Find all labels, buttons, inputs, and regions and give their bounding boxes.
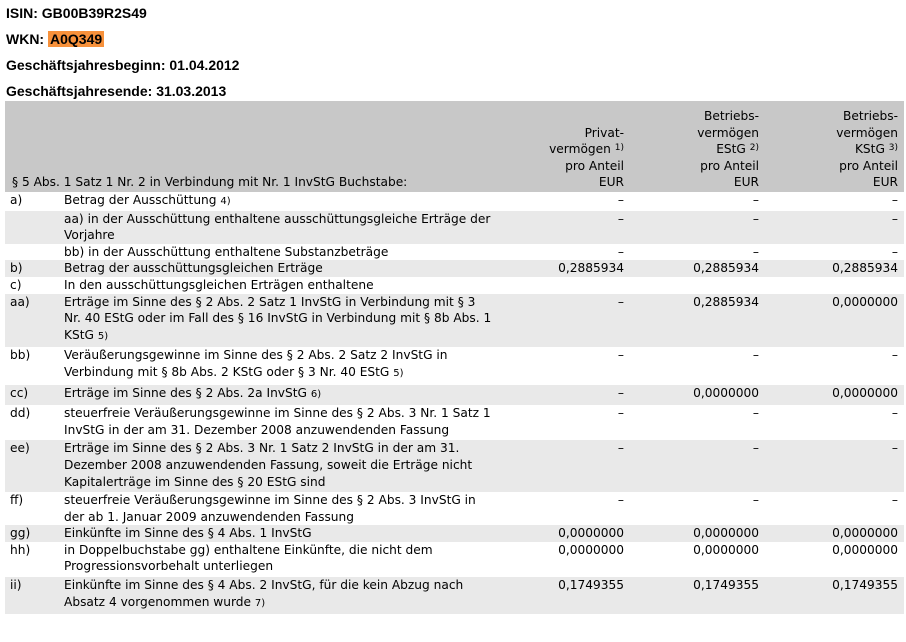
row-text: [59, 260, 495, 277]
footnote-ref: 5): [97, 330, 109, 342]
value-privat: 0,1749355: [558, 578, 625, 593]
row-key: b): [10, 261, 23, 276]
header-col-privat-line1: Privat-: [584, 125, 625, 140]
row-key: dd): [10, 406, 31, 421]
row-key: c): [10, 277, 22, 292]
value-kstg: [765, 277, 904, 294]
table-row: [5, 525, 904, 542]
value-privat: –: [617, 244, 625, 259]
value-privat: 0,0000000: [558, 542, 625, 557]
value-kstg: 0,0000000: [832, 385, 899, 400]
header-col-privat-line2: [500, 141, 624, 158]
row-text-content: Erträge im Sinne des § 2 Abs. 3 Nr. 1 Satz 2 InvStG in der am 31. Dezember 2008 anzuwendenden Fassung, soweit die Erträge nicht Kapitalerträge im Sinne des § 20 EStG sind: [64, 441, 473, 489]
header-col-kstg-line2: [770, 141, 898, 158]
value-estg: –: [752, 244, 760, 259]
fund-meta: [0, 0, 906, 100]
header-col-kstg-line1: vermögen: [836, 125, 899, 140]
fiscal-year-start-label: Geschäftsjahresbeginn:: [6, 57, 166, 73]
row-text: [59, 294, 495, 348]
row-key: [5, 211, 59, 244]
fiscal-year-end-value: 31.03.2013: [156, 83, 227, 99]
value-estg: 0,0000000: [693, 526, 760, 541]
fiscal-year-end-line: [6, 82, 900, 100]
row-text-content: Einkünfte im Sinne des § 4 Abs. 2 InvStG, für die kein Abzug nach Absatz 4 vorgenommen wurde: [64, 578, 464, 609]
row-text: [59, 347, 495, 384]
footnote-ref: 2): [749, 143, 760, 154]
footnote-ref: 6): [310, 388, 322, 400]
row-text: [59, 244, 495, 261]
footnote-ref: 3): [888, 143, 899, 154]
row-key: aa): [10, 294, 30, 309]
table-row: [5, 492, 904, 525]
header-col-kstg-line0: Betriebs-: [842, 109, 899, 124]
value-kstg: –: [891, 493, 899, 508]
row-text: [59, 492, 495, 525]
wkn-line: [6, 30, 900, 48]
value-privat: –: [617, 441, 625, 456]
row-text: [59, 525, 495, 542]
value-kstg: –: [891, 348, 899, 363]
value-privat: –: [617, 348, 625, 363]
value-kstg: 0,0000000: [832, 294, 899, 309]
wkn-label: WKN:: [6, 31, 45, 47]
value-privat: –: [617, 193, 625, 207]
row-key: cc): [10, 385, 29, 400]
row-key: ff): [10, 493, 24, 508]
table-row: [5, 211, 904, 244]
header-label: § 5 Abs. 1 Satz 1 Nr. 2 in Verbindung mit Nr. 1 InvStG Buchstabe:: [5, 101, 495, 192]
row-text-content: Einkünfte im Sinne des § 4 Abs. 1 InvStG: [64, 526, 312, 541]
row-text-content: aa) in der Ausschüttung enthaltene ausschüttungsgleiche Erträge der Vorjahre: [64, 211, 491, 243]
row-key: ee): [10, 441, 30, 456]
value-estg: 0,0000000: [693, 385, 760, 400]
fiscal-year-end-label: Geschäftsjahresende:: [6, 83, 153, 99]
value-kstg: 0,0000000: [832, 542, 899, 557]
value-estg: 0,2885934: [693, 261, 760, 276]
footnote-ref: 1): [614, 143, 625, 154]
row-text-content: Veräußerungsgewinne im Sinne des § 2 Abs. 2 Satz 2 InvStG in Verbindung mit § 8b Abs. 2 KStG oder § 3 Nr. 40 EStG: [64, 348, 448, 379]
isin-value: GB00B39R2S49: [41, 5, 147, 21]
value-privat: –: [617, 406, 625, 421]
header-col-kstg-line3: pro Anteil: [839, 158, 899, 173]
row-text: [59, 211, 495, 244]
header-col-estg: [630, 101, 765, 192]
value-kstg: –: [891, 244, 899, 259]
isin-line: [6, 4, 900, 22]
table-row: [5, 277, 904, 294]
row-text: [59, 277, 495, 294]
header-col-estg-line0: Betriebs-: [703, 109, 760, 124]
value-privat: –: [617, 493, 625, 508]
value-kstg: 0,1749355: [832, 578, 899, 593]
table-row: [5, 542, 904, 577]
row-text-content: in Doppelbuchstabe gg) enthaltene Einkünfte, die nicht dem Progressionsvorbehalt unterliegen: [64, 542, 433, 574]
row-key: a): [10, 193, 23, 207]
row-key: gg): [10, 526, 31, 541]
header-col-estg-line1: vermögen: [697, 125, 760, 140]
row-key: [5, 244, 59, 261]
fiscal-year-start-value: 01.04.2012: [169, 57, 240, 73]
value-estg: –: [752, 406, 760, 421]
value-privat: [495, 277, 630, 294]
value-estg: –: [752, 211, 760, 226]
value-estg: 0,2885934: [693, 294, 760, 309]
row-text-content: Betrag der Ausschüttung: [64, 193, 217, 207]
value-estg: –: [752, 348, 760, 363]
header-col-estg-currency: EUR: [733, 175, 760, 190]
value-kstg: 0,0000000: [832, 526, 899, 541]
header-col-privat-line2-text: vermögen: [549, 142, 611, 157]
header-col-kstg-currency: EUR: [872, 175, 899, 190]
row-text-content: Erträge im Sinne des § 2 Abs. 2 Satz 1 InvStG in Verbindung mit § 3 Nr. 40 EStG oder im Fall des § 16 InvStG in Verbindung mit § 8b Abs. 1 KStG: [64, 294, 492, 342]
header-col-privat-line3: pro Anteil: [565, 158, 625, 173]
header-col-privat-currency: EUR: [598, 175, 625, 190]
value-estg: –: [752, 193, 760, 207]
row-key: bb): [10, 348, 31, 363]
value-estg: 0,0000000: [693, 542, 760, 557]
table-row: [5, 440, 904, 492]
value-kstg: –: [891, 406, 899, 421]
header-col-kstg-line2-text: KStG: [854, 142, 885, 157]
value-estg: 0,1749355: [693, 578, 760, 593]
value-estg: [630, 277, 765, 294]
row-key: hh): [10, 542, 31, 557]
value-privat: –: [617, 211, 625, 226]
value-kstg: –: [891, 211, 899, 226]
wkn-value-highlighted: A0Q349: [50, 31, 103, 47]
value-kstg: –: [891, 193, 899, 207]
value-kstg: 0,2885934: [832, 261, 899, 276]
header-col-kstg: [765, 101, 904, 192]
row-text-content: Betrag der ausschüttungsgleichen Erträge: [64, 261, 323, 276]
footnote-ref: 4): [220, 196, 231, 207]
row-text: [59, 385, 495, 406]
table-row: [5, 192, 904, 211]
row-text-content: In den ausschüttungsgleichen Erträgen enthaltene: [64, 277, 374, 292]
value-privat: 0,0000000: [558, 526, 625, 541]
table-row: [5, 347, 904, 384]
table-header-row: [5, 101, 904, 192]
row-text-content: bb) in der Ausschüttung enthaltene Substanzbeträge: [64, 244, 389, 259]
isin-label: ISIN:: [6, 5, 38, 21]
value-estg: –: [752, 441, 760, 456]
row-text-content: steuerfreie Veräußerungsgewinne im Sinne des § 2 Abs. 3 Nr. 1 Satz 1 InvStG in der am 31. Dezember 2008 anzuwendenden Fassung: [64, 406, 491, 437]
row-key: ii): [10, 578, 22, 593]
header-col-privat: [495, 101, 630, 192]
row-text: [59, 577, 495, 614]
tax-data-table: [5, 101, 904, 614]
row-text: [59, 440, 495, 492]
table-row: [5, 577, 904, 614]
value-privat: 0,2885934: [558, 261, 625, 276]
row-text: [59, 192, 495, 211]
row-text: [59, 542, 495, 577]
header-col-estg-line2-text: EStG: [716, 142, 746, 157]
footnote-ref: 7): [254, 597, 266, 609]
fiscal-year-start-line: [6, 56, 900, 74]
header-col-estg-line2: [635, 141, 759, 158]
table-row: [5, 260, 904, 277]
table-row: [5, 405, 904, 440]
row-text-content: steuerfreie Veräußerungsgewinne im Sinne des § 2 Abs. 3 InvStG in der ab 1. Januar 2009 anzuwendenden Fassung: [64, 493, 476, 524]
value-kstg: –: [891, 441, 899, 456]
value-privat: –: [617, 294, 625, 309]
row-text-content: Erträge im Sinne des § 2 Abs. 2a InvStG: [64, 385, 307, 400]
table-row: [5, 244, 904, 261]
row-text: [59, 405, 495, 440]
value-estg: –: [752, 493, 760, 508]
footnote-ref: 5): [393, 367, 404, 379]
header-col-estg-line3: pro Anteil: [700, 158, 760, 173]
value-privat: –: [617, 385, 625, 400]
table-row: [5, 385, 904, 406]
table-row: [5, 294, 904, 348]
